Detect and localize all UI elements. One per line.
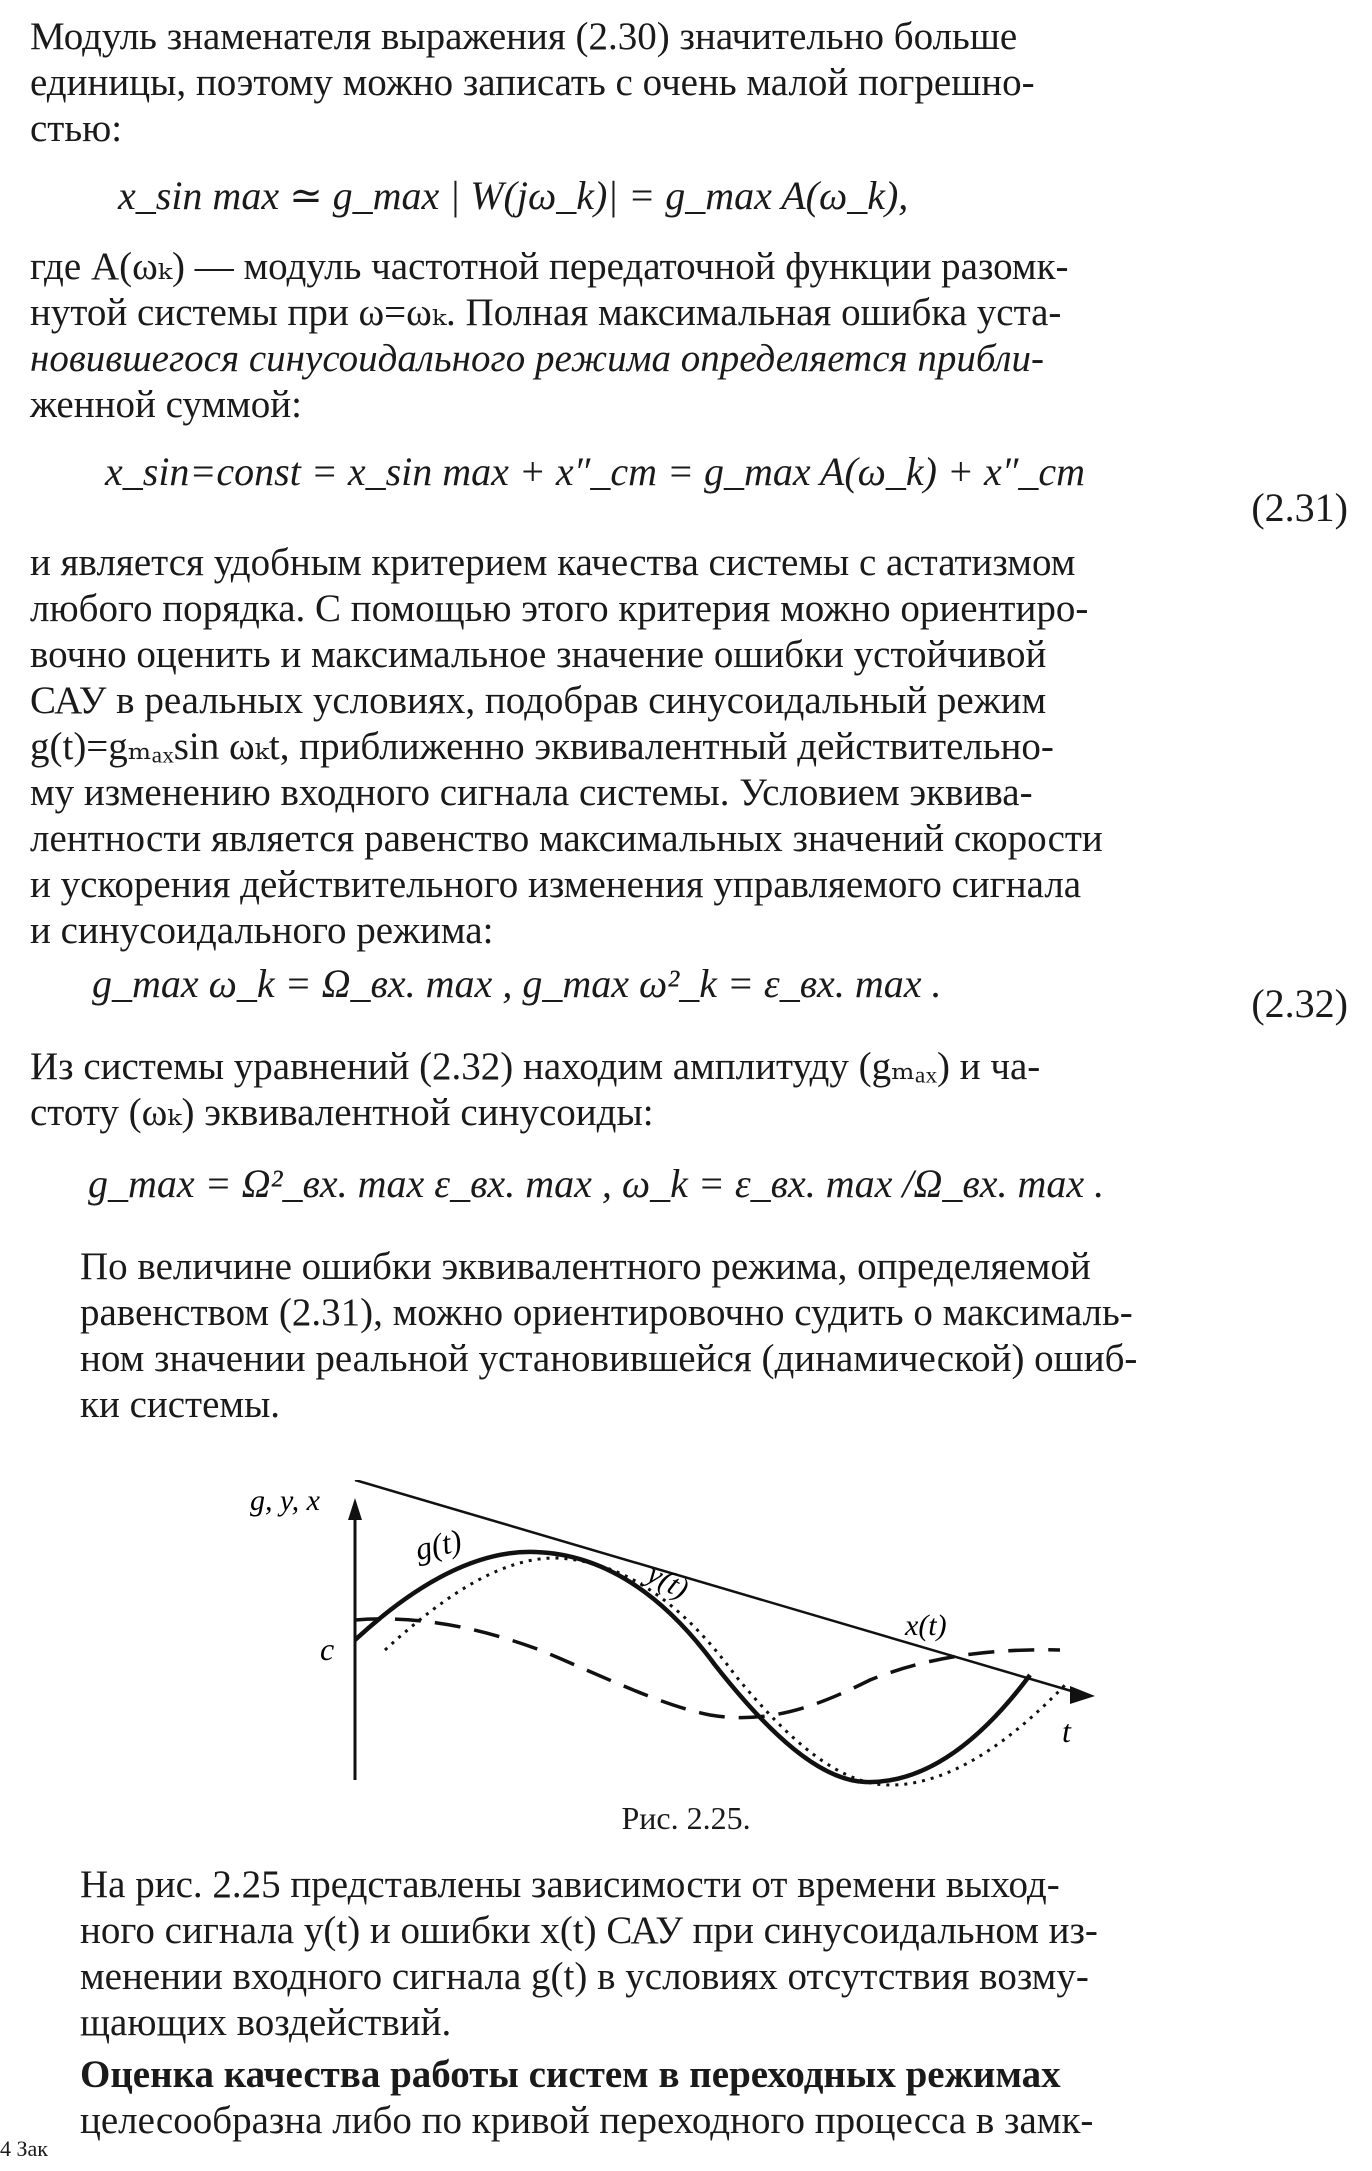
text-line: ном значении реальной установившейся (динамической) ошиб- xyxy=(80,1337,1138,1380)
text-line: Модуль знаменателя выражения (2.30) значительно больше xyxy=(30,15,1018,58)
equation-number-2-32: (2.32) xyxy=(1251,981,1348,1026)
paragraph-5 xyxy=(30,1244,1340,1428)
page-footer-mark: 4 Зак xyxy=(0,2136,48,2161)
equation-x-sin-max: x_sin max ≃ g_max | W(jω_k)| = g_max A(ω_k), xyxy=(118,173,909,218)
curve-x xyxy=(355,1619,1060,1718)
equation-2-31: x_sin=const = x_sin max + x″_ст = g_max A(ω_k) + x″_ст xyxy=(105,449,1085,494)
curve-x-label: x(t) xyxy=(905,1609,947,1642)
text-line: и ускорения действительного изменения управляемого сигнала xyxy=(30,863,1082,906)
text-line: му изменению входного сигнала системы. Условием эквива- xyxy=(30,771,1033,814)
text-line: менении входного сигнала g(t) в условиях отсутствия возму- xyxy=(80,1955,1089,1998)
x-axis-label: t xyxy=(1062,1713,1071,1749)
curve-g-label: g(t) xyxy=(411,1522,465,1567)
text-line: стоту (ωₖ) эквивалентной синусоиды: xyxy=(30,1091,654,1134)
equation-2-32: g_max ω_k = Ω_вх. max , g_max ω²_k = ε_вх. max . xyxy=(92,961,942,1006)
text-line: вочно оценить и максимальное значение ошибки устойчивой xyxy=(30,633,1047,676)
x-axis-arrow xyxy=(1070,1686,1095,1704)
text-line: ного сигнала y(t) и ошибки x(t) САУ при синусоидальном из- xyxy=(80,1909,1098,1952)
text-line: и синусоидального режима: xyxy=(30,909,494,952)
figure-caption: Рис. 2.25. xyxy=(621,1800,751,1836)
text-line: лентности является равенство максимальных значений скорости xyxy=(30,817,1103,860)
paragraph-1 xyxy=(30,14,1340,152)
paragraph-7 xyxy=(30,2052,1340,2144)
curve-g xyxy=(355,1552,1030,1782)
text-line: ки системы. xyxy=(80,1383,281,1426)
equation-number-2-31: (2.31) xyxy=(1251,485,1348,530)
equation-amplitude-frequency: g_max = Ω²_вх. max ε_вх. max , ω_k = ε_вх. max /Ω_вх. max . xyxy=(88,1161,1105,1206)
paragraph-2 xyxy=(30,244,1340,428)
text-line: нутой системы при ω=ωₖ. Полная максимальная ошибка уста- xyxy=(30,291,1062,334)
text-line: стью: xyxy=(30,107,123,150)
text-line: любого порядка. С помощью этого критерия можно ориентиро- xyxy=(30,587,1089,630)
paragraph-3 xyxy=(30,540,1340,954)
text-line: По величине ошибки эквивалентного режима, определяемой xyxy=(80,1245,1091,1288)
y-axis-arrow xyxy=(348,1498,362,1520)
curve-y xyxy=(385,1558,1065,1785)
text-line: целесообразна либо по кривой переходного процесса в замк- xyxy=(80,2099,1094,2142)
figure-2-25 xyxy=(0,1480,1372,1800)
curve-y-label: y(t) xyxy=(641,1557,694,1606)
text-line: g(t)=gₘₐₓsin ωₖt, приближенно эквивалентный действительно- xyxy=(30,725,1054,768)
text-line: женной суммой: xyxy=(30,383,302,426)
section-heading: Оценка качества работы систем в переходных режимах xyxy=(80,2053,1061,2096)
text-line: единицы, поэтому можно записать с очень малой погрешно- xyxy=(30,61,1035,104)
text-line: и является удобным критерием качества системы с астатизмом xyxy=(30,541,1076,584)
text-line: равенством (2.31), можно ориентировочно судить о максималь- xyxy=(80,1291,1133,1334)
paragraph-4 xyxy=(30,1044,1340,1136)
text-line: где A(ωₖ) — модуль частотной передаточной функции разомк- xyxy=(30,245,1069,288)
text-line: щающих воздействий. xyxy=(80,2001,452,2044)
text-line: Из системы уравнений (2.32) находим амплитуду (gₘₐₓ) и ча- xyxy=(30,1045,1041,1088)
text-line: На рис. 2.25 представлены зависимости от времени выход- xyxy=(80,1863,1060,1906)
origin-label: c xyxy=(320,1631,335,1667)
paragraph-6 xyxy=(30,1862,1340,2046)
text-line: новившегося синусоидального режима определяется прибли- xyxy=(30,337,1045,380)
text-line: САУ в реальных условиях, подобрав синусоидальный режим xyxy=(30,679,1047,722)
y-axis-label: g, y, x xyxy=(250,1484,320,1517)
